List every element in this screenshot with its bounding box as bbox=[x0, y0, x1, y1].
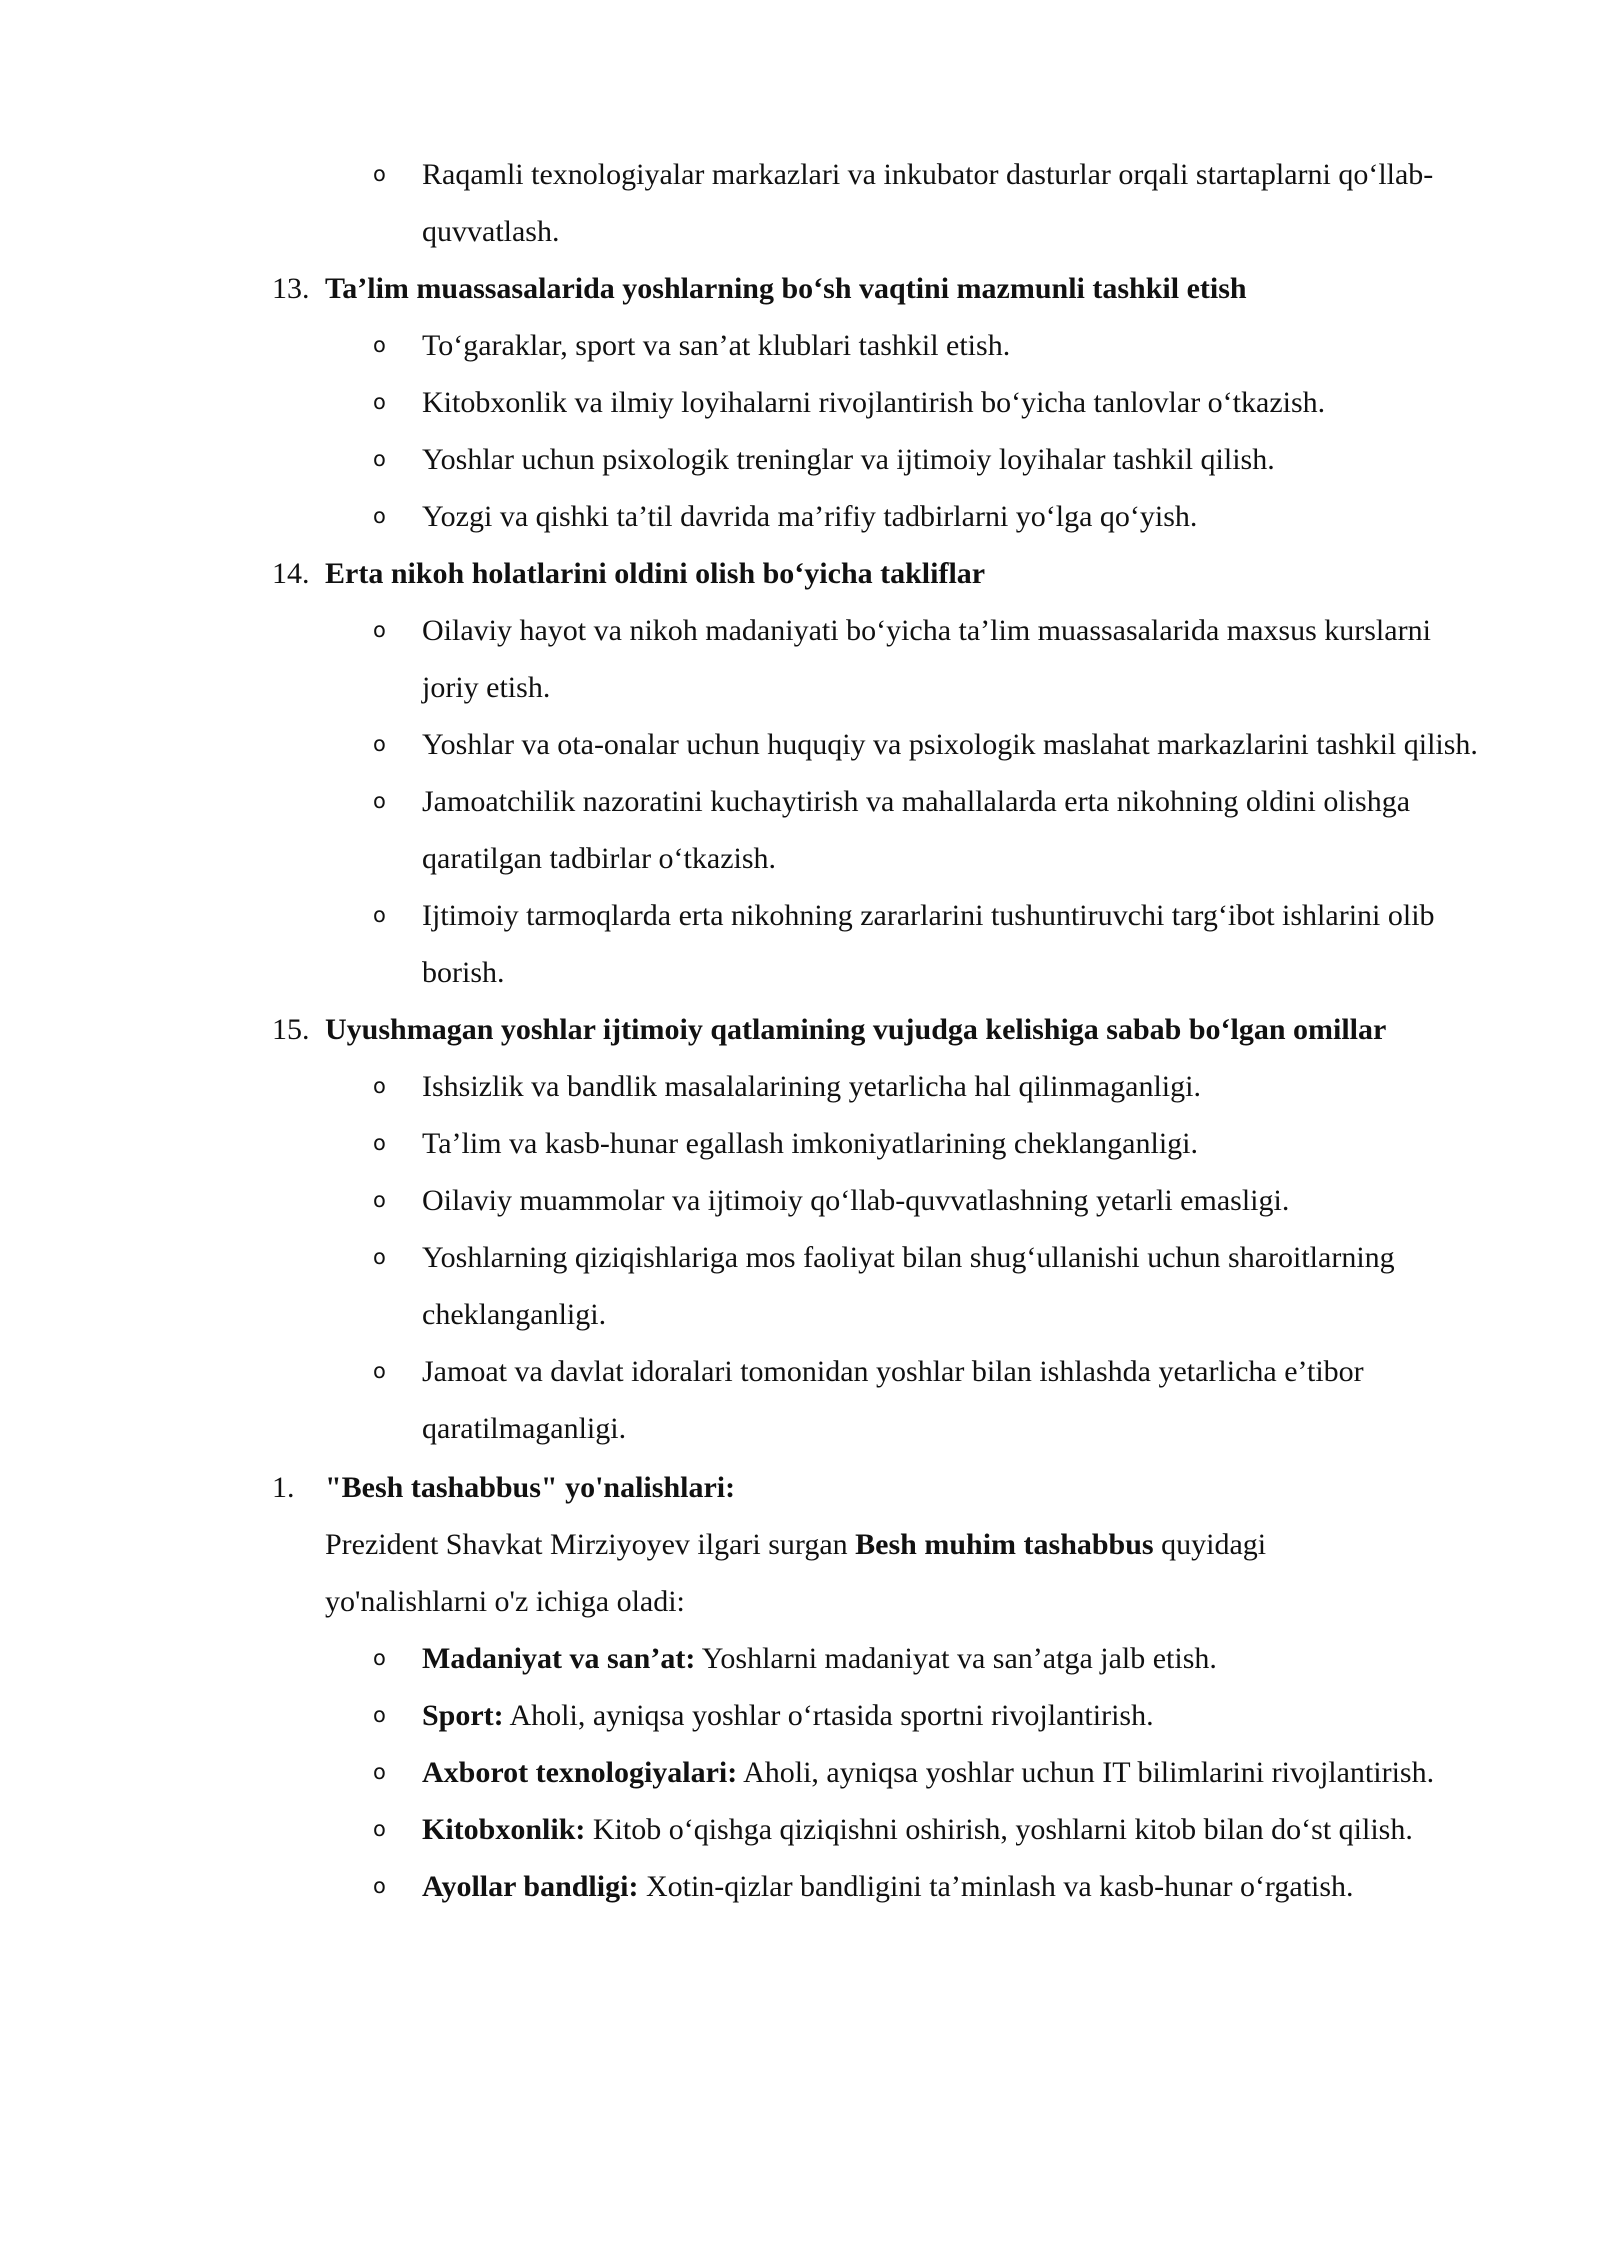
intro-text-bold: Besh muhim tashabbus bbox=[855, 1528, 1154, 1561]
section-15 bbox=[272, 1001, 1512, 1457]
list-item-label: Sport: bbox=[422, 1699, 504, 1732]
section-heading bbox=[272, 260, 1512, 317]
bullet-icon: o bbox=[373, 1245, 386, 1269]
list-item-text: Xotin-qizlar bandligini ta’minlash va kasb-hunar o‘rgatish. bbox=[638, 1870, 1354, 1903]
list-item-text: Kitobxonlik va ilmiy loyihalarni rivojlantirish bo‘yicha tanlovlar o‘tkazish. bbox=[422, 386, 1326, 419]
list-item-text: Ijtimoiy tarmoqlarda erta nikohning zararlarini tushuntiruvchi targ‘ibot ishlarini olib borish. bbox=[422, 899, 1435, 989]
list-item-label: Ayollar bandligi: bbox=[422, 1870, 639, 1903]
list-item bbox=[272, 1115, 1512, 1172]
list-item-text: Yoshlarni madaniyat va san’atga jalb etish. bbox=[695, 1642, 1217, 1675]
section-heading bbox=[272, 545, 1512, 602]
section-13 bbox=[272, 260, 1512, 545]
list-item-text: Yoshlar uchun psixologik treninglar va ijtimoiy loyihalar tashkil qilish. bbox=[422, 443, 1275, 476]
section-heading bbox=[272, 1459, 1512, 1516]
list-item-text: Jamoat va davlat idoralari tomonidan yoshlar bilan ishlashda yetarlicha e’tibor qaratilmaganligi. bbox=[422, 1355, 1364, 1445]
list-item bbox=[272, 374, 1512, 431]
bullet-icon: o bbox=[373, 618, 386, 642]
list-item bbox=[272, 1858, 1512, 1915]
list-item bbox=[272, 1687, 1512, 1744]
bullet-icon: o bbox=[373, 447, 386, 471]
list-item-text: To‘garaklar, sport va san’at klublari tashkil etish. bbox=[422, 329, 1011, 362]
list-item bbox=[272, 716, 1512, 773]
list-item-text: Kitob o‘qishga qiziqishni oshirish, yoshlarni kitob bilan do‘st qilish. bbox=[585, 1813, 1413, 1846]
bullet-icon: o bbox=[373, 1817, 386, 1841]
section-title: Erta nikoh holatlarini oldini olish bo‘yicha takliflar bbox=[325, 557, 986, 590]
section-title: Ta’lim muassasalarida yoshlarning bo‘sh vaqtini mazmunli tashkil etish bbox=[325, 272, 1247, 305]
list-item bbox=[272, 773, 1512, 887]
bullet-icon: o bbox=[373, 903, 386, 927]
bullet-icon: o bbox=[373, 504, 386, 528]
list-item bbox=[272, 317, 1512, 374]
bullet-icon: o bbox=[373, 390, 386, 414]
section-14 bbox=[272, 545, 1512, 1001]
section-intro bbox=[272, 1516, 1512, 1630]
section-list bbox=[272, 317, 1512, 545]
intro-text-end: quyidagi yo'nalishlarni o'z ichiga oladi: bbox=[325, 1528, 1267, 1618]
section-number: 14. bbox=[272, 557, 310, 590]
section-initiatives bbox=[272, 1459, 1512, 1915]
list-item-text: Yoshlarning qiziqishlariga mos faoliyat bilan shug‘ullanishi uchun sharoitlarning cheklanganligi. bbox=[422, 1241, 1395, 1331]
list-item bbox=[272, 488, 1512, 545]
list-item bbox=[272, 1172, 1512, 1229]
bullet-icon: o bbox=[373, 1188, 386, 1212]
list-item-text: Ishsizlik va bandlik masalalarining yetarlicha hal qilinmaganligi. bbox=[422, 1070, 1201, 1103]
list-item-text: Jamoatchilik nazoratini kuchaytirish va mahallalarda erta nikohning oldini olishga qaratilgan tadbirlar o‘tkazish. bbox=[422, 785, 1411, 875]
list-item bbox=[272, 1058, 1512, 1115]
list-item-text: Aholi, ayniqsa yoshlar o‘rtasida sportni rivojlantirish. bbox=[503, 1699, 1154, 1732]
list-item bbox=[272, 1229, 1512, 1343]
bullet-icon: o bbox=[373, 1874, 386, 1898]
intro-text-start: Prezident Shavkat Mirziyoyev ilgari surgan bbox=[325, 1528, 856, 1561]
list-item bbox=[272, 431, 1512, 488]
section-title: "Besh tashabbus" yo'nalishlari: bbox=[325, 1471, 736, 1504]
bullet-icon: o bbox=[373, 789, 386, 813]
document-body bbox=[272, 146, 1512, 1915]
list-item bbox=[272, 887, 1512, 1001]
bullet-icon: o bbox=[373, 1359, 386, 1383]
list-item bbox=[272, 602, 1512, 716]
list-item-text: Oilaviy muammolar va ijtimoiy qo‘llab-quvvatlashning yetarli emasligi. bbox=[422, 1184, 1290, 1217]
section-number: 15. bbox=[272, 1013, 310, 1046]
bullet-icon: o bbox=[373, 732, 386, 756]
list-item-text: Yoshlar va ota-onalar uchun huquqiy va psixologik maslahat markazlarini tashkil qilish. bbox=[422, 728, 1478, 761]
section-list bbox=[272, 1630, 1512, 1915]
section-number: 1. bbox=[272, 1471, 295, 1504]
list-item-text: Aholi, ayniqsa yoshlar uchun IT bilimlarini rivojlantirish. bbox=[737, 1756, 1435, 1789]
section-list bbox=[272, 1058, 1512, 1457]
list-item-text: Ta’lim va kasb-hunar egallash imkoniyatlarining cheklanganligi. bbox=[422, 1127, 1199, 1160]
bullet-icon: o bbox=[373, 162, 386, 186]
section-number: 13. bbox=[272, 272, 310, 305]
continued-list bbox=[272, 146, 1512, 260]
list-item bbox=[272, 146, 1512, 260]
list-item bbox=[272, 1744, 1512, 1801]
list-item-text: Raqamli texnologiyalar markazlari va inkubator dasturlar orqali startaplarni qo‘llab-quvvatlash. bbox=[422, 158, 1434, 248]
list-item-label: Axborot texnologiyalari: bbox=[422, 1756, 738, 1789]
list-item bbox=[272, 1801, 1512, 1858]
bullet-icon: o bbox=[373, 1646, 386, 1670]
list-item bbox=[272, 1343, 1512, 1457]
bullet-icon: o bbox=[373, 1703, 386, 1727]
list-item-label: Kitobxonlik: bbox=[422, 1813, 586, 1846]
list-item-text: Yozgi va qishki ta’til davrida ma’rifiy tadbirlarni yo‘lga qo‘yish. bbox=[422, 500, 1198, 533]
list-item bbox=[272, 1630, 1512, 1687]
bullet-icon: o bbox=[373, 333, 386, 357]
list-item-text: Oilaviy hayot va nikoh madaniyati bo‘yicha ta’lim muassasalarida maxsus kurslarni joriy etish. bbox=[422, 614, 1431, 704]
bullet-icon: o bbox=[373, 1760, 386, 1784]
section-heading bbox=[272, 1001, 1512, 1058]
section-title: Uyushmagan yoshlar ijtimoiy qatlamining vujudga kelishiga sabab bo‘lgan omillar bbox=[325, 1013, 1387, 1046]
list-item-label: Madaniyat va san’at: bbox=[422, 1642, 696, 1675]
bullet-icon: o bbox=[373, 1074, 386, 1098]
section-list bbox=[272, 602, 1512, 1001]
bullet-icon: o bbox=[373, 1131, 386, 1155]
